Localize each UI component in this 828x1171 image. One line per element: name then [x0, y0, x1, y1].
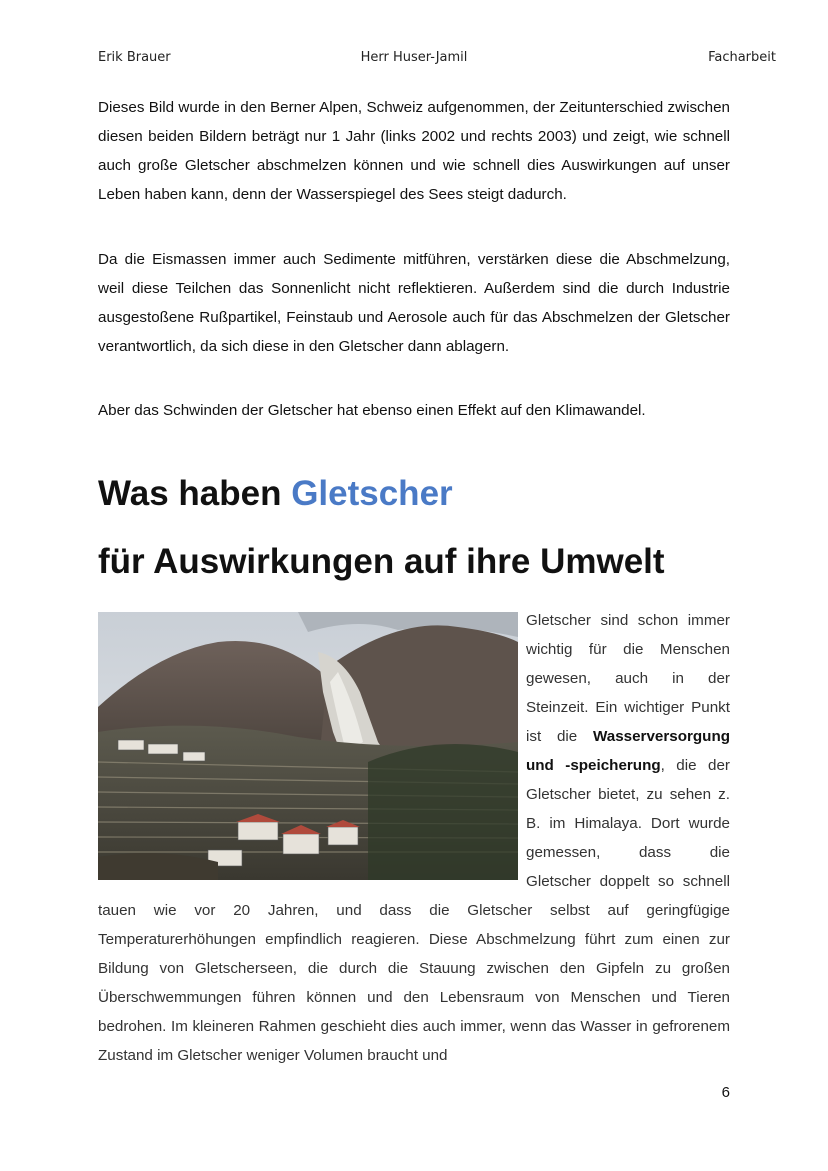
paragraph-1: Dieses Bild wurde in den Berner Alpen, Schweiz aufgenommen, der Zeitunterschied zwischen diesen beiden Bildern beträgt nur 1 Jahr (links 2002 und rechts 2003) und zeigt, wie schnell auch große Gletscher abschmelzen können und wie schnell dies Auswirkungen auf unser Leben haben kann, denn der Wasserspiegel des Sees steigt dadurch. [98, 99, 730, 203]
paragraph-3: Aber das Schwinden der Gletscher hat ebenso einen Effekt auf den Klimawandel. [98, 402, 646, 419]
paragraph-2: Da die Eismassen immer auch Sedimente mitführen, verstärken diese die Abschmelzung, weil diese Teilchen das Sonnenlicht nicht reflektieren. Außerdem sind die durch Industrie ausgestoßene Rußpartikel, Feinstaub und Aerosole auch für das Abschmelzen der Gletscher verantwortlich, da sich diese in den Gletscher dann ablagern. [98, 251, 730, 355]
section-heading-line2: für Auswirkungen auf ihre Umwelt [98, 542, 665, 581]
header-author: Erik Brauer [98, 50, 171, 65]
header-teacher: Herr Huser-Jamil [360, 50, 468, 65]
heading-highlight: Gletscher [291, 474, 453, 513]
header-doc-type: Facharbeit [708, 50, 776, 65]
bold-term: Wasserversorgung und -speicherung [526, 728, 730, 774]
himalaya-village-photo [98, 612, 518, 880]
section-heading-line1: Was haben Gletscher [98, 474, 453, 513]
page-number: 6 [721, 1084, 730, 1101]
section-body-text: Gletscher sind schon immer wichtig für die Menschen gewesen, auch in der Steinzeit. Ein wichtiger Punkt ist die Wasserversorgung und -speicherung, die der Gletscher bietet, zu sehen z. B. im Himalaya. Dort wurde gemessen, dass die Gletscher doppelt so schnell tauen wie vor 20 Jahren, und dass die Gletscher selbst auf geringfügige Temperaturerhöhungen empfindlich reagieren. Diese Abschmelzung führt zum einen zur Bildung von Gletscherseen, die durch die Stauung zwischen den Gipfeln zu großen Überschwemmungen führen können und den Lebensraum von Menschen und Tieren bedrohen. Im kleineren Rahmen geschieht dies auch immer, wenn das Wasser in gefrorenem Zustand im Gletscher weniger Volumen braucht und [98, 612, 730, 1064]
